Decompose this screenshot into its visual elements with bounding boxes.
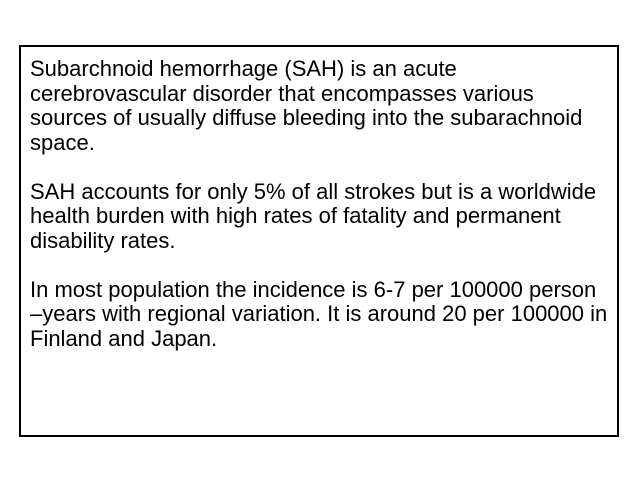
text-box: [19, 45, 619, 437]
paragraph-sah-incidence: In most population the incidence is 6-7 per 100000 person –years with regional variation. It is around 20 per 100000 in Finland and Japan.: [30, 276, 608, 351]
paragraph-sah-burden: SAH accounts for only 5% of all strokes but is a worldwide health burden with high rates of fatality and permanent disability rates.: [30, 178, 597, 253]
paragraph-sah-definition: Subarchnoid hemorrhage (SAH) is an acute cerebrovascular disorder that encompasses various sources of usually diffuse bleeding into the subarachnoid space.: [30, 56, 583, 155]
